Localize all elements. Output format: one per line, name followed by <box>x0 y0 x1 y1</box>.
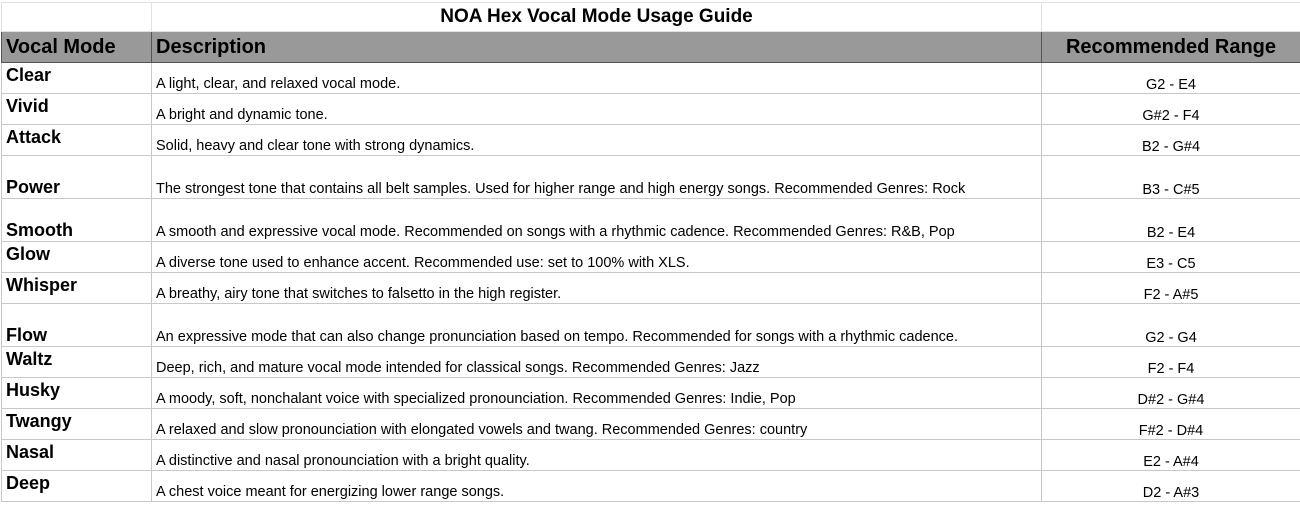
table-row <box>2 156 1300 199</box>
header-recommended-range[interactable]: Recommended Range <box>1042 32 1300 63</box>
range-cell[interactable]: F2 - A#5 <box>1042 273 1300 304</box>
description-cell[interactable]: Deep, rich, and mature vocal mode intended for classical songs. Recommended Genres: Jazz <box>152 347 1042 378</box>
description-cell[interactable]: Solid, heavy and clear tone with strong dynamics. <box>152 125 1042 156</box>
title-spacer-left[interactable] <box>2 3 152 32</box>
table-row <box>2 273 1300 304</box>
vocal-mode-cell[interactable]: Whisper <box>2 273 152 304</box>
vocal-mode-cell[interactable]: Twangy <box>2 409 152 440</box>
vocal-mode-cell[interactable]: Power <box>2 156 152 199</box>
description-cell[interactable]: An expressive mode that can also change pronunciation based on tempo. Recommended for songs with a rhythmic cadence. <box>152 304 1042 347</box>
description-cell[interactable]: A chest voice meant for energizing lower range songs. <box>152 471 1042 502</box>
description-cell[interactable]: A relaxed and slow pronounciation with elongated vowels and twang. Recommended Genres: country <box>152 409 1042 440</box>
description-cell[interactable]: A light, clear, and relaxed vocal mode. <box>152 63 1042 94</box>
description-cell[interactable]: A smooth and expressive vocal mode. Recommended on songs with a rhythmic cadence. Recommended Genres: R&B, Pop <box>152 199 1042 242</box>
range-cell[interactable]: G2 - G4 <box>1042 304 1300 347</box>
vocal-mode-cell[interactable]: Glow <box>2 242 152 273</box>
table-row <box>2 409 1300 440</box>
vocal-mode-cell[interactable]: Waltz <box>2 347 152 378</box>
description-cell[interactable]: A moody, soft, nonchalant voice with specialized pronounciation. Recommended Genres: Indie, Pop <box>152 378 1042 409</box>
header-vocal-mode[interactable]: Vocal Mode <box>2 32 152 63</box>
vocal-mode-cell[interactable]: Husky <box>2 378 152 409</box>
vocal-mode-cell[interactable]: Flow <box>2 304 152 347</box>
vocal-mode-table <box>1 2 1300 502</box>
table-row <box>2 125 1300 156</box>
description-cell[interactable]: A diverse tone used to enhance accent. Recommended use: set to 100% with XLS. <box>152 242 1042 273</box>
table-row <box>2 242 1300 273</box>
range-cell[interactable]: D2 - A#3 <box>1042 471 1300 502</box>
range-cell[interactable]: G2 - E4 <box>1042 63 1300 94</box>
range-cell[interactable]: B2 - G#4 <box>1042 125 1300 156</box>
range-cell[interactable]: E2 - A#4 <box>1042 440 1300 471</box>
vocal-mode-cell[interactable]: Vivid <box>2 94 152 125</box>
table-row <box>2 347 1300 378</box>
description-cell[interactable]: A distinctive and nasal pronounciation with a bright quality. <box>152 440 1042 471</box>
vocal-mode-cell[interactable]: Deep <box>2 471 152 502</box>
range-cell[interactable]: B2 - E4 <box>1042 199 1300 242</box>
range-cell[interactable]: F#2 - D#4 <box>1042 409 1300 440</box>
header-row <box>2 32 1300 63</box>
range-cell[interactable]: E3 - C5 <box>1042 242 1300 273</box>
title-row <box>2 3 1300 32</box>
vocal-mode-cell[interactable]: Smooth <box>2 199 152 242</box>
table-row <box>2 94 1300 125</box>
description-cell[interactable]: A breathy, airy tone that switches to falsetto in the high register. <box>152 273 1042 304</box>
range-cell[interactable]: F2 - F4 <box>1042 347 1300 378</box>
vocal-mode-cell[interactable]: Attack <box>2 125 152 156</box>
table-row <box>2 199 1300 242</box>
description-cell[interactable]: The strongest tone that contains all belt samples. Used for higher range and high energy songs. Recommended Genres: Rock <box>152 156 1042 199</box>
vocal-mode-cell[interactable]: Nasal <box>2 440 152 471</box>
table-row <box>2 440 1300 471</box>
header-description[interactable]: Description <box>152 32 1042 63</box>
range-cell[interactable]: G#2 - F4 <box>1042 94 1300 125</box>
table-row <box>2 378 1300 409</box>
table-row <box>2 304 1300 347</box>
range-cell[interactable]: B3 - C#5 <box>1042 156 1300 199</box>
title-spacer-right[interactable] <box>1042 3 1300 32</box>
table-title[interactable]: NOA Hex Vocal Mode Usage Guide <box>152 3 1042 32</box>
table-row <box>2 63 1300 94</box>
table-row <box>2 471 1300 502</box>
vocal-mode-cell[interactable]: Clear <box>2 63 152 94</box>
description-cell[interactable]: A bright and dynamic tone. <box>152 94 1042 125</box>
range-cell[interactable]: D#2 - G#4 <box>1042 378 1300 409</box>
